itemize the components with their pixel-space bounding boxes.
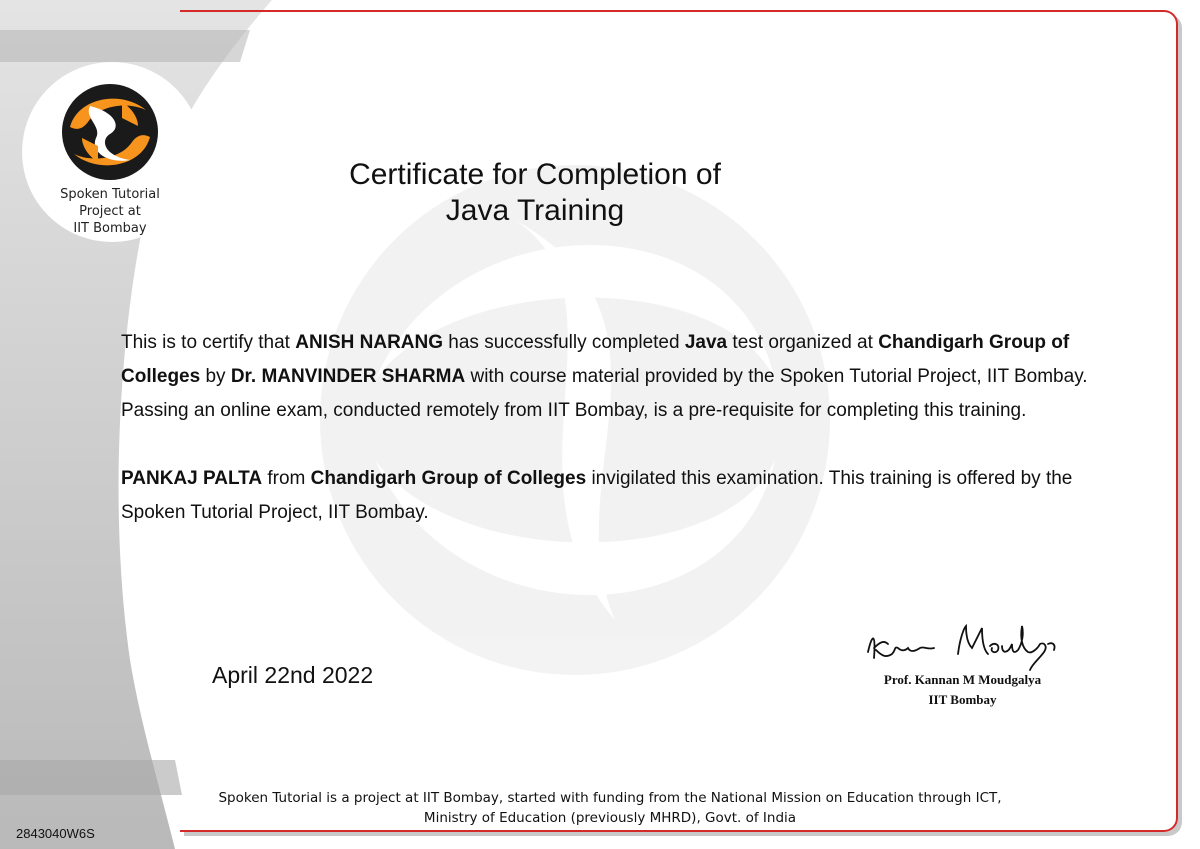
recipient-name: ANISH NARANG	[295, 332, 444, 353]
text-segment: with course material provided by the Spoken Tutorial Project, IIT Bombay. Passing an online exam, conducted remotely from IIT Bombay, is a pre-requisite for completing this training.	[121, 366, 1088, 421]
logo-line-3: IIT Bombay	[73, 221, 147, 236]
footer-line-2: Ministry of Education (previously MHRD), Govt. of India	[423, 810, 797, 826]
organizer-institution: Chandigarh Group of Colleges	[121, 332, 1070, 387]
certificate-id: 2843040W6S	[16, 826, 95, 841]
logo-line-2: Project at	[79, 204, 141, 219]
signatory-name: Prof. Kannan M Moudgalya	[883, 672, 1042, 687]
signatory	[860, 670, 1065, 710]
certification-paragraph	[121, 326, 1121, 428]
text-segment: by	[200, 366, 231, 387]
logo-caption	[40, 186, 180, 237]
text-segment: test organized at	[727, 332, 879, 353]
title-line-1: Certificate for Completion of	[349, 158, 721, 191]
invigilation-paragraph	[121, 462, 1121, 530]
signatory-institution: IIT Bombay	[928, 692, 997, 707]
signature-image	[862, 614, 1062, 674]
text-segment: from	[262, 468, 311, 489]
text-segment: This is to certify that	[121, 332, 296, 353]
invigilator-name: PANKAJ PALTA	[121, 468, 263, 489]
footer-line-1: Spoken Tutorial is a project at IIT Bombay, started with funding from the National Mission on Education through ICT,	[218, 790, 1002, 806]
invigilator-institution: Chandigarh Group of Colleges	[310, 468, 587, 489]
coordinator-name: Dr. MANVINDER SHARMA	[230, 366, 466, 387]
course-name: Java	[684, 332, 728, 353]
certificate-body	[121, 326, 1121, 564]
spoken-tutorial-logo-icon	[60, 82, 160, 182]
footer-note	[190, 788, 1030, 828]
logo-line-1: Spoken Tutorial	[60, 187, 160, 202]
certificate-title	[280, 157, 790, 229]
text-segment: has successfully completed	[443, 332, 685, 353]
issue-date: April 22nd 2022	[212, 662, 374, 688]
text-segment: invigilated this examination. This training is offered by the Spoken Tutorial Project, IIT Bombay.	[121, 468, 1073, 523]
title-line-2: Java Training	[445, 194, 625, 227]
